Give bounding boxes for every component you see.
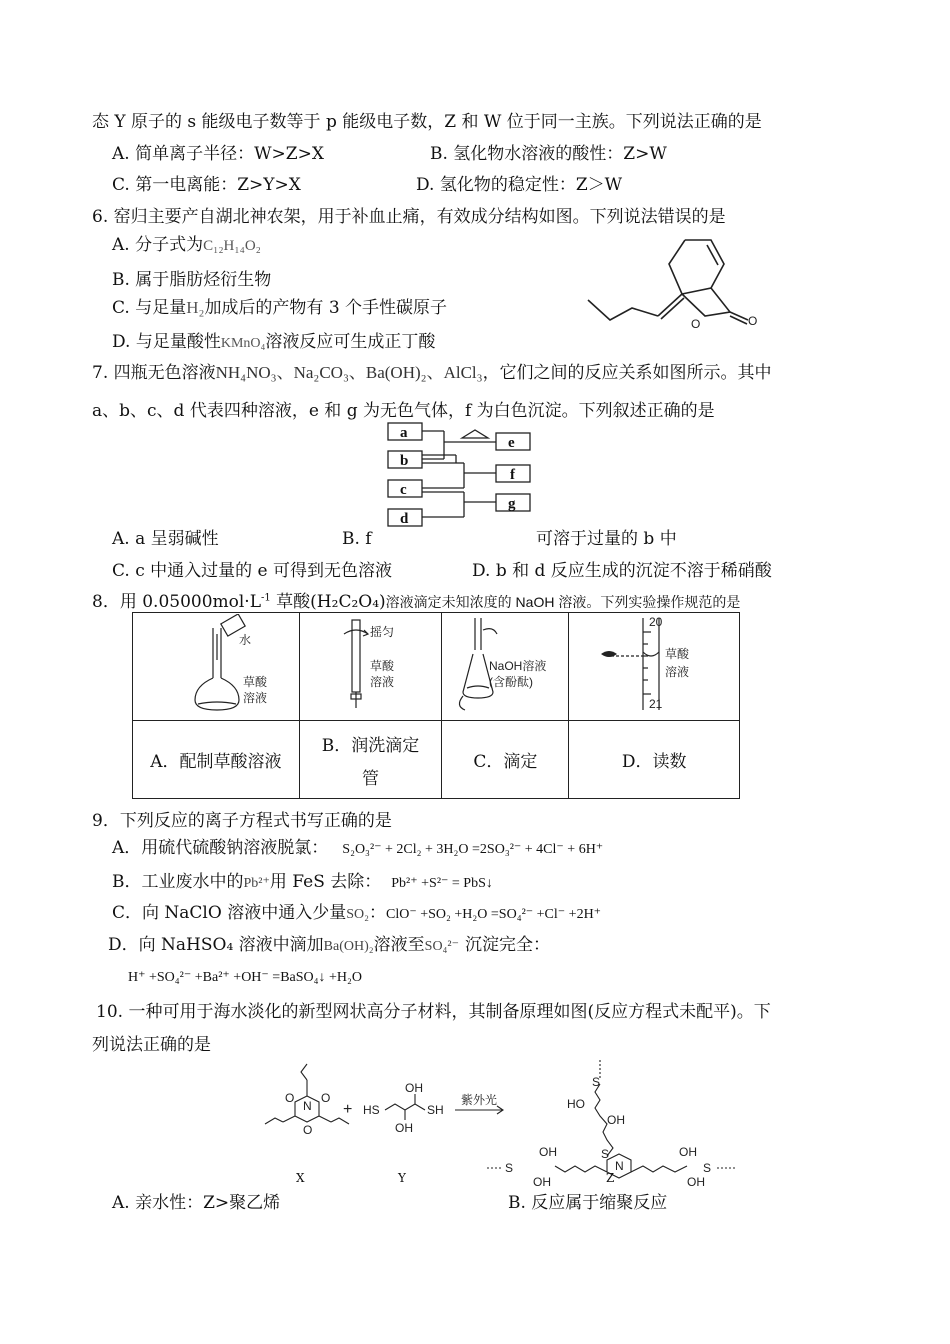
q8-figure-c-cell <box>442 613 569 721</box>
q8-stem-pre: 8．用 0.05000mol·L <box>92 592 262 612</box>
q6-a-label: A. 分子式为 <box>112 235 204 255</box>
q6-d-label: D. 与足量酸性 <box>112 332 221 352</box>
q8-figure-b-cell <box>299 613 442 721</box>
q10-x-o1: O <box>285 1091 295 1105</box>
q10-label-z: Z <box>606 1171 615 1185</box>
q10-label-y: Y <box>398 1171 406 1185</box>
q10-x-o2: O <box>321 1091 331 1105</box>
q8-option-b-line2: 管 <box>362 768 380 789</box>
q5-option-d: D. 氢化物的稳定性：Z＞W <box>416 175 623 195</box>
q10-z-oh-left: OH <box>539 1145 557 1159</box>
q9-d-post: 沉淀完全： <box>465 935 551 955</box>
q7-stem-pre: 7. 四瓶无色溶液 <box>92 363 216 383</box>
q7-option-b-text: 可溶于过量的 b 中 <box>536 529 677 549</box>
q10-z-s-top: S <box>592 1075 601 1089</box>
q8-option-b-line1: B．润洗滴定 <box>321 735 420 756</box>
q7-option-b-label: B. f <box>342 529 372 549</box>
q10-reaction-scheme <box>255 1058 755 1188</box>
q8-fig-b-label2: 溶液 <box>369 675 394 689</box>
q8-figure-c-titration <box>445 614 565 714</box>
q8-figure-d-reading <box>589 614 719 714</box>
q10-stem2: 列说法正确的是 <box>92 1035 211 1055</box>
q7-option-c: C. c 中通入过量的 e 可得到无色溶液 <box>112 561 393 581</box>
q6-molecule-structure <box>580 228 780 340</box>
q10-z-s-left: S <box>505 1161 514 1175</box>
q6-option-b: B. 属于脂肪烃衍生物 <box>112 270 272 290</box>
q10-z-oh-right2: OH <box>687 1175 705 1188</box>
q9-c-equation: ClO⁻ +SO₂ +H₂O =SO₄²⁻ +Cl⁻ +2H⁺ <box>386 907 602 922</box>
q7-box-g: g <box>508 496 516 512</box>
q10-x-o3: O <box>303 1123 313 1137</box>
q6-d-kmno4: KMnO₄ <box>220 336 266 351</box>
q7-box-a: a <box>400 425 408 441</box>
q6-c-label: C. 与足量 <box>112 298 187 318</box>
q9-c-label: C．向 NaClO 溶液中通入少量 <box>112 903 347 923</box>
q10-z-ho: HO <box>567 1097 585 1111</box>
q9-option-b <box>112 870 493 896</box>
q9-d-equation: H⁺ +SO₄²⁻ +Ba²⁺ +OH⁻ =BaSO₄↓ +H₂O <box>128 970 363 985</box>
q7-stem-post: ，它们之间的反应关系如图所示。其中 <box>482 363 772 383</box>
q8-fig-c-label1: NaOH溶液 <box>489 659 547 673</box>
q9-stem: 9．下列反应的离子方程式书写正确的是 <box>92 811 392 831</box>
q6-c-h2: H₂ <box>186 298 205 317</box>
q10-y-oh2: OH <box>395 1121 413 1135</box>
q10-z-n: N <box>615 1159 624 1173</box>
q7-option-d: D. b 和 d 反应生成的沉淀不溶于稀硝酸 <box>472 561 772 581</box>
q6-option-c <box>112 296 447 320</box>
q9-d-label: D．向 NaHSO₄ 溶液中滴加 <box>108 935 324 955</box>
q8-stem-post: 溶液滴定未知浓度的 NaOH 溶液。下列实验操作规范的是 <box>385 594 741 610</box>
q8-option-b <box>299 721 442 799</box>
q6-a-formula: C₁₂H₁₄O₂ <box>203 238 261 254</box>
q8-operations-table <box>132 612 740 799</box>
q8-fig-d-label2: 溶液 <box>665 665 690 679</box>
q10-y-hs: HS <box>363 1103 380 1117</box>
q9-b-label: B．工业废水中的 <box>112 872 244 892</box>
q6-struct-carbonyl-oxygen: O <box>748 314 758 328</box>
q7-stem-chemicals: NH₄NO₃、Na₂CO₃、Ba(OH)₂、AlCl₃ <box>215 363 483 382</box>
q9-d-baoh: Ba(OH)₂ <box>323 939 374 954</box>
q10-x-n1: N <box>303 1099 312 1113</box>
q5-option-b: B. 氢化物水溶液的酸性：Z>W <box>430 144 667 164</box>
q10-z-s-mid: S <box>601 1147 610 1161</box>
q10-arrow-label: 紫外光 <box>461 1093 498 1107</box>
q8-fig-b-label1: 草酸 <box>369 659 394 673</box>
q10-plus: + <box>343 1101 353 1118</box>
q10-y-sh: SH <box>427 1103 444 1117</box>
q7-box-c: c <box>400 482 407 498</box>
q10-label-x: X <box>296 1171 305 1185</box>
q6-stem: 6. 窑归主要产自湖北神农架，用于补血止痛，有效成分结构如图。下列说法错误的是 <box>92 207 726 227</box>
q8-option-d: D．读数 <box>569 721 740 799</box>
q8-figure-d-cell <box>569 613 740 721</box>
q10-stem: 10. 一种可用于海水淡化的新型网状高分子材料，其制备原理如图(反应方程式未配平)。下 <box>96 1002 771 1022</box>
q7-box-f: f <box>510 467 515 483</box>
q10-option-a: A. 亲水性：Z>聚乙烯 <box>112 1193 281 1213</box>
q7-line2: a、b、c、d 代表四种溶液，e 和 g 为无色气体，f 为白色沉淀。下列叙述正确的是 <box>92 401 715 421</box>
q9-option-a <box>112 836 603 862</box>
q8-stem-sup: -1 <box>261 592 271 604</box>
q9-b-ion: Pb²⁺ <box>243 876 270 891</box>
q9-option-c <box>112 901 601 927</box>
eye-icon <box>601 651 617 657</box>
q10-y-oh1: OH <box>405 1081 423 1095</box>
q9-d-mid: 溶液至 <box>373 935 425 955</box>
q10-option-b: B. 反应属于缩聚反应 <box>508 1193 668 1213</box>
q5-option-a: A. 简单离子半径：W>Z>X <box>112 144 324 164</box>
q8-fig-a-label2: 溶液 <box>242 691 267 705</box>
q10-z-s-right: S <box>703 1161 712 1175</box>
q7-stem <box>92 361 772 385</box>
q5-intro: 态 Y 原子的 s 能级电子数等于 p 能级电子数，Z 和 W 位于同一主族。下列说法正确的是 <box>92 112 762 132</box>
q10-z-oh-left2: OH <box>533 1175 551 1188</box>
q9-option-d <box>108 933 550 959</box>
q8-stem <box>92 590 740 614</box>
q9-b-equation: Pb²⁺ +S²⁻ = PbS↓ <box>391 876 493 891</box>
q9-b-mid: 用 FeS 去除： <box>269 872 382 892</box>
q9-a-label: A．用硫代硫酸钠溶液脱氯： <box>112 838 329 858</box>
q8-option-c: C．滴定 <box>442 721 569 799</box>
q8-figure-b-burette <box>316 614 426 714</box>
q6-d-text: 溶液反应可生成正丁酸 <box>265 332 436 352</box>
q8-option-a: A．配制草酸溶液 <box>133 721 300 799</box>
q8-fig-a-label1: 草酸 <box>242 675 267 689</box>
q7-box-e: e <box>508 435 515 451</box>
q8-stem-mid: 草酸(H₂C₂O₄) <box>270 592 386 612</box>
q7-option-a: A. a 呈弱碱性 <box>112 529 219 549</box>
q7-box-b: b <box>400 453 409 469</box>
q9-c-colon: ： <box>369 903 386 923</box>
q8-figure-a-volumetric-flask <box>151 614 281 714</box>
q8-fig-c-label2: (含酚酞) <box>489 675 534 689</box>
q9-d-so4: SO₄²⁻ <box>424 939 460 954</box>
q6-option-d <box>112 330 435 356</box>
q9-c-so2: SO₂ <box>346 907 369 922</box>
q6-c-text: 加成后的产物有 3 个手性碳原子 <box>204 298 448 318</box>
q10-z-oh-top: OH <box>607 1113 625 1127</box>
q6-struct-ring-oxygen: O <box>691 317 701 331</box>
q5-option-c: C. 第一电离能：Z>Y>X <box>112 175 301 195</box>
q8-figure-a-cell <box>133 613 300 721</box>
q8-fig-d-20: 20 <box>649 615 663 629</box>
q7-box-d: d <box>400 511 409 527</box>
q9-a-equation: S₂O₃²⁻ + 2Cl₂ + 3H₂O =2SO₃²⁻ + 4Cl⁻ + 6H⁺ <box>342 842 604 857</box>
q8-fig-d-label1: 草酸 <box>665 647 690 661</box>
q8-fig-a-water: 水 <box>238 633 251 647</box>
q7-reaction-diagram <box>384 420 536 530</box>
q8-fig-b-shake: 摇匀 <box>369 625 394 639</box>
q6-option-a <box>112 233 261 258</box>
q8-fig-d-21: 21 <box>649 697 663 711</box>
q10-z-oh-right: OH <box>679 1145 697 1159</box>
